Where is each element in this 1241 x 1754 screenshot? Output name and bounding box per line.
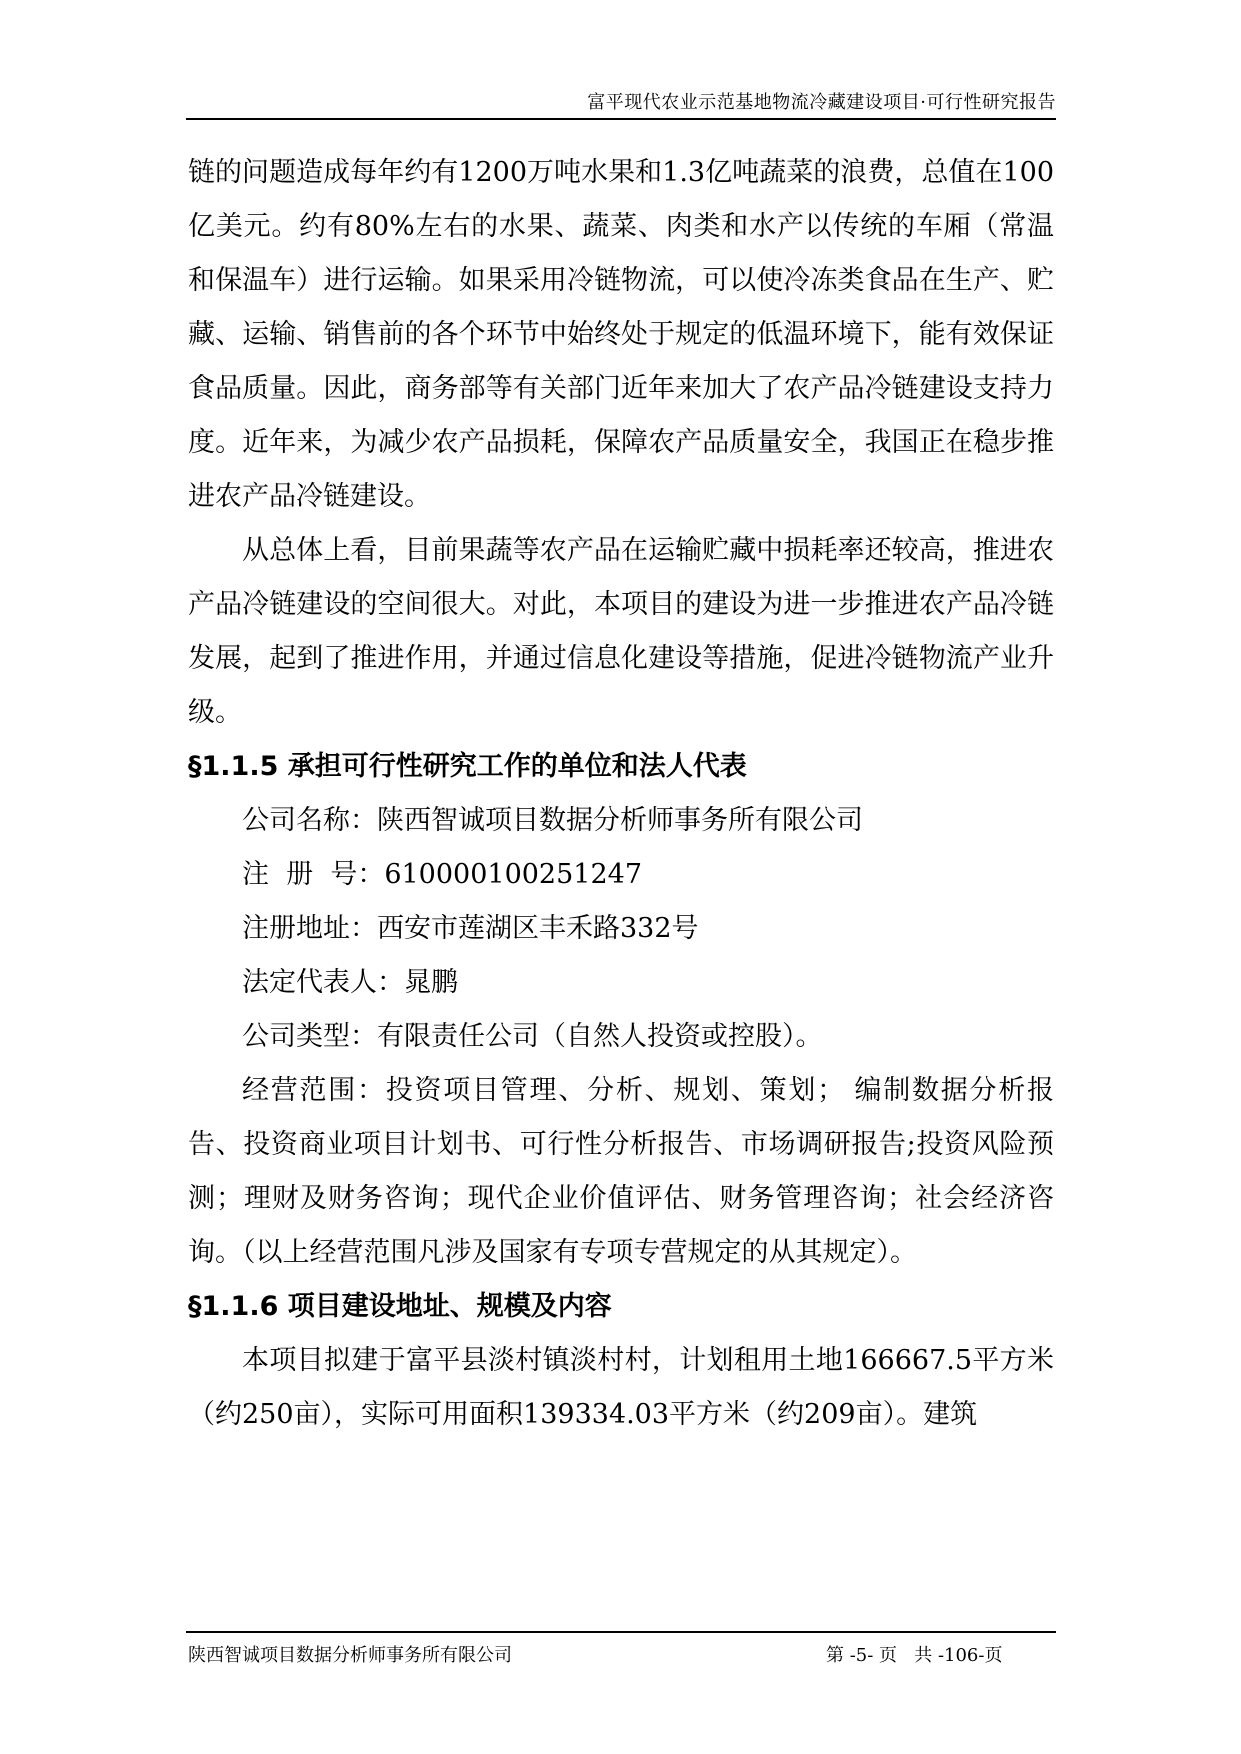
summary-paragraph: 从总体上看，目前果蔬等农产品在运输贮藏中损耗率还较高，推进农产品冷链建设的空间很大。对此，本项目的建设为进一步推进农产品冷链发展，起到了推进作用，并通过信息化建设等措施，促进冷链物流产业升级。	[188, 535, 1054, 728]
footer-page-number: 第 -5- 页 共 -106-页	[826, 1645, 1003, 1666]
reg-number-line: 注 册 号：610000100251247	[242, 859, 643, 890]
page-footer	[186, 1631, 1056, 1666]
section-heading-1-1-6: §1.1.6 项目建设地址、规模及内容	[188, 1291, 612, 1322]
footer-company: 陕西智诚项目数据分析师事务所有限公司	[188, 1645, 512, 1666]
company-name-line: 公司名称：陕西智诚项目数据分析师事务所有限公司	[242, 805, 863, 836]
reg-address-line: 注册地址：西安市莲湖区丰禾路332号	[242, 913, 699, 944]
header-title: 富平现代农业示范基地物流冷藏建设项目·可行性研究报告	[587, 92, 1056, 113]
intro-paragraph: 链的问题造成每年约有1200万吨水果和1.3亿吨蔬菜的浪费，总值在100亿美元。约有80%左右的水果、蔬菜、肉类和水产以传统的车厢（常温和保温车）进行运输。如果采用冷链物流，可以使冷冻类食品在生产、贮藏、运输、销售前的各个环节中始终处于规定的低温环境下，能有效保证食品质量。因此，商务部等有关部门近年来加大了农产品冷链建设支持力度。近年来，为减少农产品损耗，保障农产品质量安全，我国正在稳步推进农产品冷链建设。	[188, 157, 1054, 512]
project-site-paragraph: 本项目拟建于富平县淡村镇淡村村，计划租用土地166667.5平方米（约250亩），实际可用面积139334.03平方米（约209亩）。建筑	[188, 1345, 1054, 1430]
business-scope-paragraph: 经营范围：投资项目管理、分析、规划、策划； 编制数据分析报告、投资商业项目计划书、可行性分析报告、市场调研报告;投资风险预测；理财及财务咨询；现代企业价值评估、财务管理咨询；社会经济咨询。（以上经营范围凡涉及国家有专项专营规定的从其规定）。	[188, 1075, 1054, 1268]
section-heading-1-1-5: §1.1.5 承担可行性研究工作的单位和法人代表	[188, 751, 747, 782]
company-type-line: 公司类型：有限责任公司（自然人投资或控股）。	[242, 1021, 823, 1052]
page-header	[186, 84, 1056, 120]
legal-rep-line: 法定代表人：晁鹏	[242, 967, 458, 998]
page-content	[188, 146, 1054, 1442]
